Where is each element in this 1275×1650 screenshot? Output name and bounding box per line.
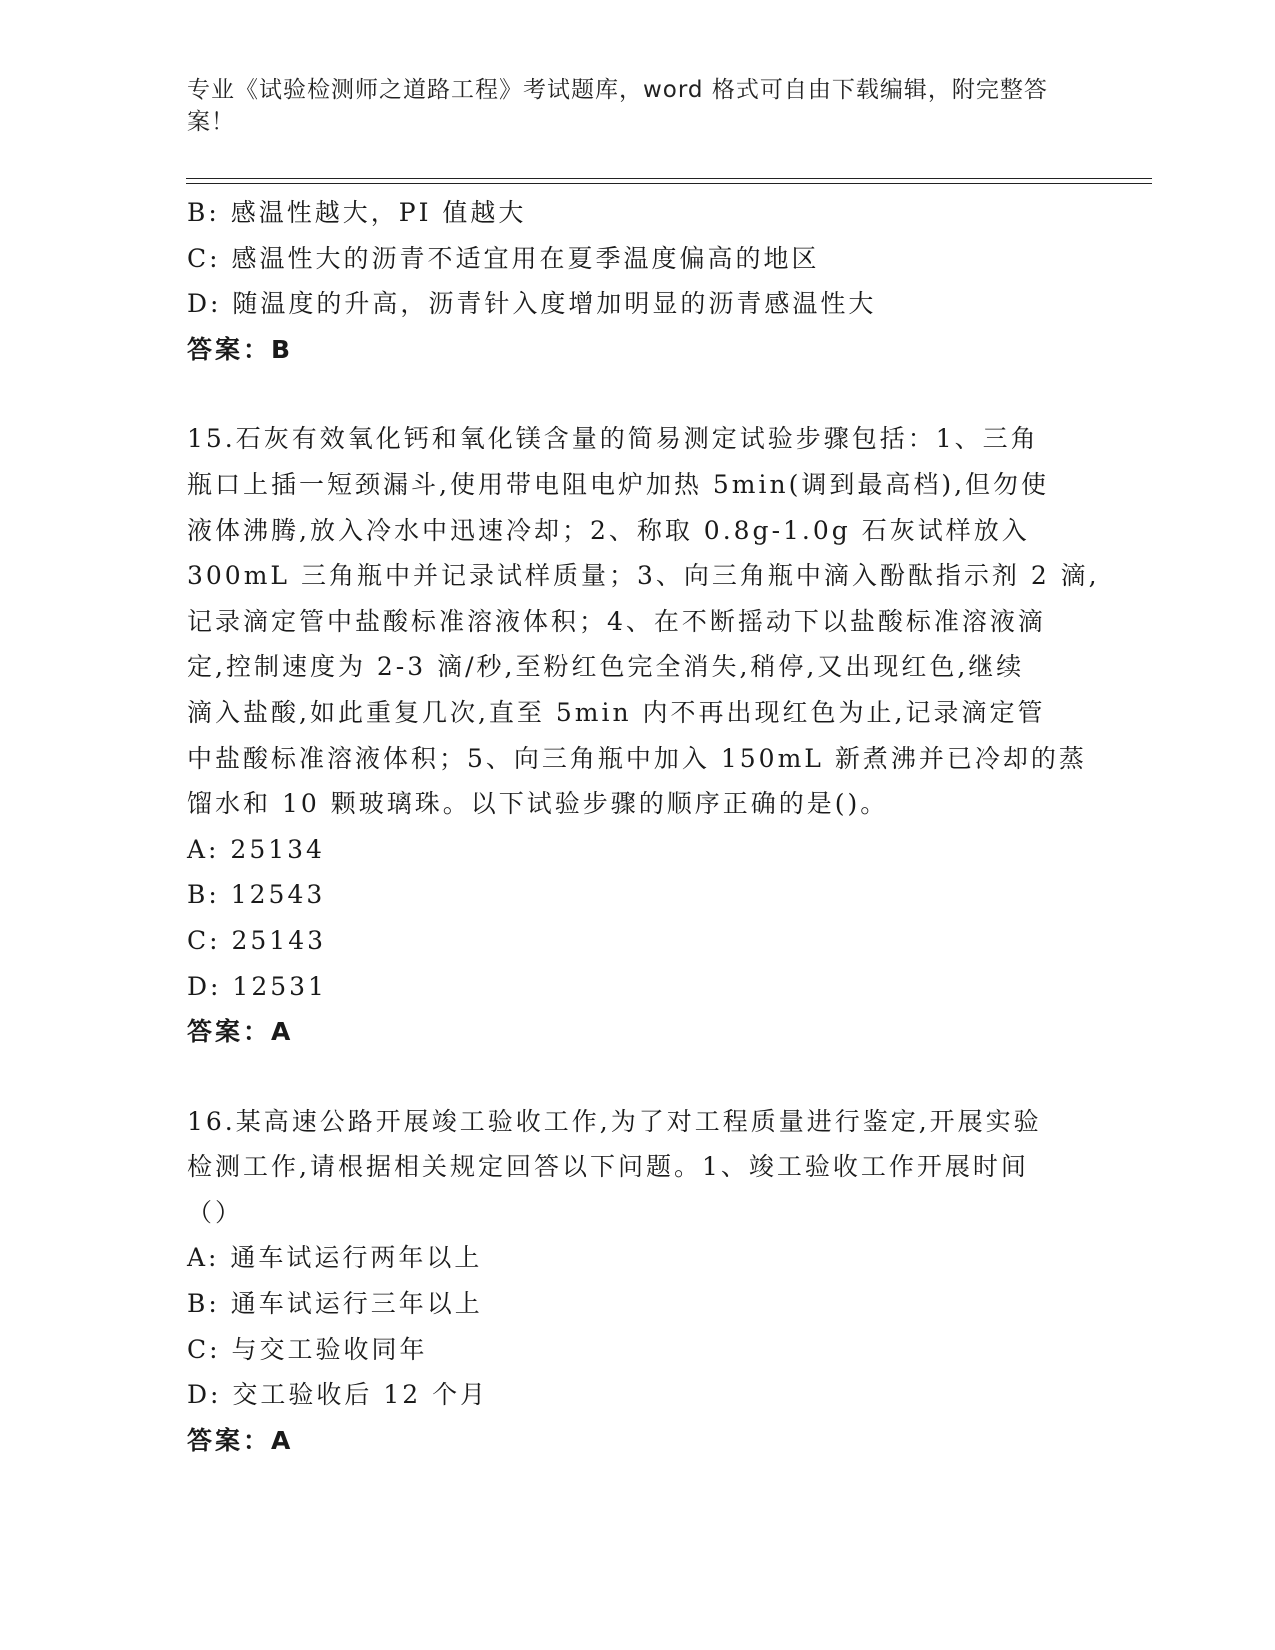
question-stem-line: 中盐酸标准溶液体积；5、向三角瓶中加入 150mL 新煮沸并已冷却的蒸 bbox=[187, 743, 1087, 773]
option-a: A: 25134 bbox=[187, 834, 325, 864]
question-stem-line: 液体沸腾,放入冷水中迅速冷却；2、称取 0.8g-1.0g 石灰试样放入 bbox=[187, 515, 1030, 545]
option-c: C: 25143 bbox=[187, 925, 327, 955]
question-stem-line: 定,控制速度为 2-3 滴/秒,至粉红色完全消失,稍停,又出现红色,继续 bbox=[187, 652, 1025, 682]
question-stem-line: 滴入盐酸,如此重复几次,直至 5min 内不再出现红色为止,记录滴定管 bbox=[187, 697, 1046, 727]
question-stem-line: 300mL 三角瓶中并记录试样质量；3、向三角瓶中滴入酚酞指示剂 2 滴, bbox=[187, 561, 1100, 591]
question-list bbox=[187, 190, 1100, 1463]
option-d: D: 交工验收后 12 个月 bbox=[187, 1380, 489, 1410]
option-d: D: 12531 bbox=[187, 971, 327, 1001]
question-stem-line: 瓶口上插一短颈漏斗,使用带电阻电炉加热 5min(调到最高档),但勿使 bbox=[187, 469, 1050, 499]
answer-label: 答案：A bbox=[187, 1017, 294, 1047]
option-d: D: 随温度的升高，沥青针入度增加明显的沥青感温性大 bbox=[187, 289, 877, 319]
option-b: B: 通车试运行三年以上 bbox=[187, 1289, 483, 1319]
answer-label: 答案：A bbox=[187, 1425, 294, 1455]
question-stem-line: 记录滴定管中盐酸标准溶液体积；4、在不断摇动下以盐酸标准溶液滴 bbox=[187, 606, 1046, 636]
header-line-2: 案！ bbox=[187, 109, 235, 135]
answer-label: 答案：B bbox=[187, 334, 294, 364]
question-stem-line: 15.石灰有效氧化钙和氧化镁含量的简易测定试验步骤包括：1、三角 bbox=[187, 424, 1039, 454]
question-16 bbox=[187, 1099, 1087, 1464]
question-14-tail bbox=[187, 190, 1087, 372]
option-c: C: 感温性大的沥青不适宜用在夏季温度偏高的地区 bbox=[187, 243, 820, 273]
spacer bbox=[187, 372, 1087, 416]
question-stem-line: 16.某高速公路开展竣工验收工作,为了对工程质量进行鉴定,开展实验 bbox=[187, 1106, 1042, 1136]
option-b: B: 感温性越大，PI 值越大 bbox=[187, 198, 527, 227]
option-c: C: 与交工验收同年 bbox=[187, 1334, 428, 1364]
option-a: A: 通车试运行两年以上 bbox=[187, 1243, 483, 1273]
header-divider-bottom bbox=[186, 183, 1152, 184]
spacer bbox=[187, 1055, 1087, 1099]
question-stem-line: 检测工作,请根据相关规定回答以下问题。1、竣工验收工作开展时间 bbox=[187, 1152, 1029, 1182]
option-b: B: 12543 bbox=[187, 880, 326, 910]
question-stem-line: 馏水和 10 颗玻璃珠。以下试验步骤的顺序正确的是()。 bbox=[187, 789, 889, 819]
header-divider-top bbox=[186, 178, 1152, 179]
question-stem-line: （） bbox=[187, 1197, 244, 1227]
document-header bbox=[187, 74, 1067, 138]
header-line-1: 专业《试验检测师之道路工程》考试题库，word 格式可自由下载编辑，附完整答 bbox=[187, 77, 1048, 103]
question-15 bbox=[187, 416, 1100, 1054]
